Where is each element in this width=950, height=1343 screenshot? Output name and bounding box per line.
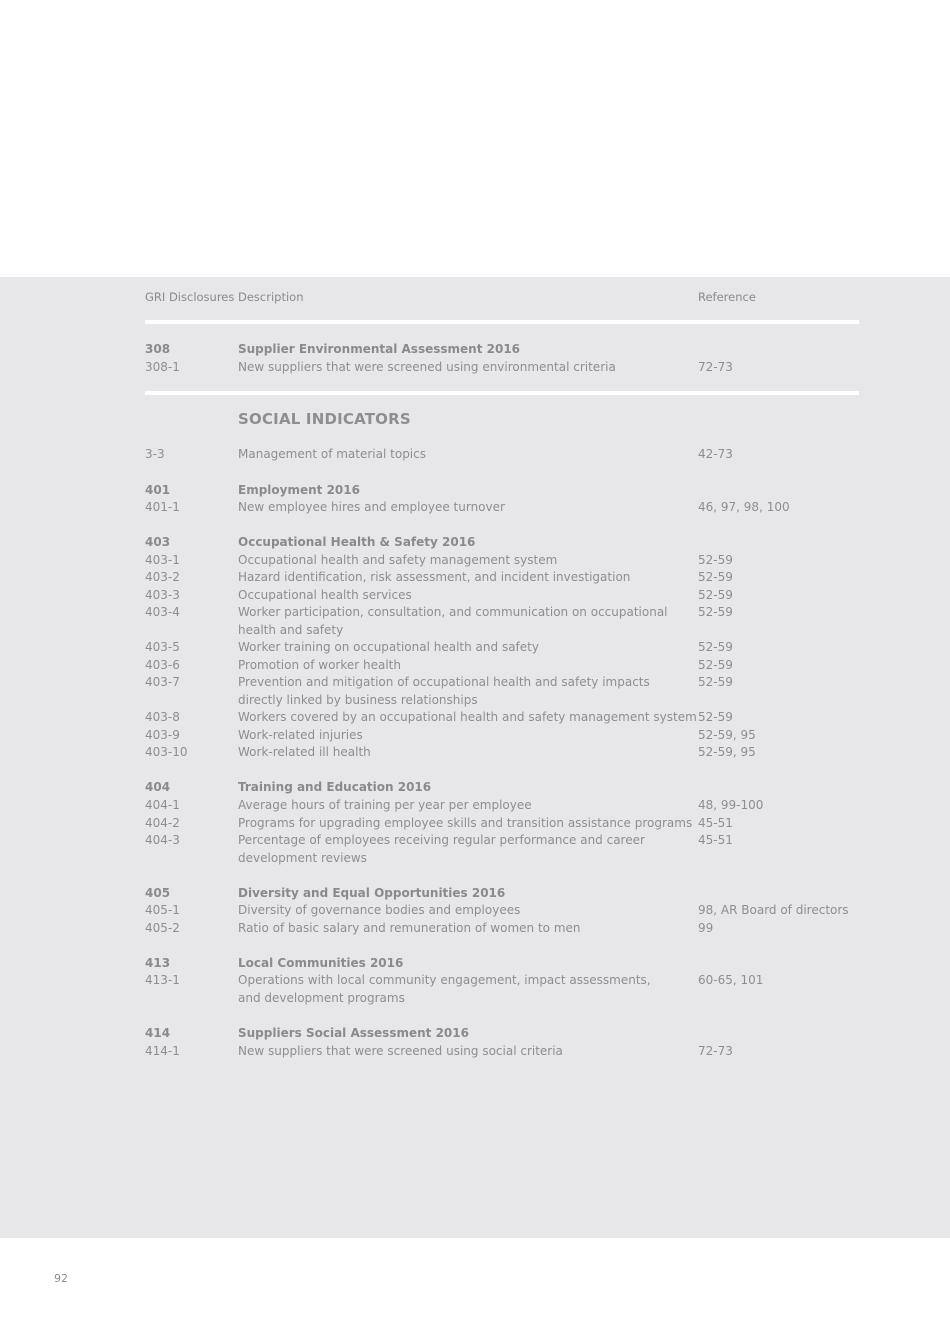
disclosure-description: Worker participation, consultation, and communication on occupational health and safety: [238, 605, 668, 637]
disclosure-reference: 52-59: [698, 570, 733, 584]
header-reference: Reference: [698, 290, 756, 304]
disclosure-reference: 45-51: [698, 816, 733, 830]
disclosure-description: Worker training on occupational health and safety: [238, 640, 539, 654]
group-code: 414: [145, 1026, 171, 1040]
disclosure-code: 403-2: [145, 570, 180, 584]
disclosure-code: 3-3: [145, 447, 165, 461]
disclosure-reference: 52-59: [698, 710, 733, 724]
disclosure-description: Operations with local community engagement, impact assessments, and development programs: [238, 973, 651, 1005]
disclosure-code: 403-8: [145, 710, 180, 724]
disclosure-code: 403-9: [145, 728, 180, 742]
disclosure-reference: 99: [698, 921, 714, 935]
disclosure-reference: 52-59, 95: [698, 728, 756, 742]
disclosure-description: New employee hires and employee turnover: [238, 500, 505, 514]
disclosure-reference: 60-65, 101: [698, 973, 764, 987]
disclosure-description: Ratio of basic salary and remuneration of women to men: [238, 921, 581, 935]
disclosure-reference: 52-59: [698, 605, 733, 619]
disclosure-description: Average hours of training per year per employee: [238, 798, 532, 812]
page-number: 92: [54, 1272, 68, 1285]
group-code: 308: [145, 342, 171, 356]
disclosure-code: 404-3: [145, 833, 180, 847]
disclosure-description: Work-related ill health: [238, 745, 371, 759]
disclosure-reference: 45-51: [698, 833, 733, 847]
group-title: Training and Education 2016: [238, 780, 432, 794]
disclosure-reference: 48, 99-100: [698, 798, 764, 812]
disclosure-code: 405-2: [145, 921, 180, 935]
disclosure-description: Management of material topics: [238, 447, 426, 461]
disclosure-code: 404-1: [145, 798, 180, 812]
disclosure-description: Occupational health services: [238, 588, 412, 602]
disclosure-reference: 52-59: [698, 658, 733, 672]
disclosure-reference: 72-73: [698, 1044, 733, 1058]
header-gri-disclosures: GRI Disclosures: [145, 290, 235, 304]
disclosure-description: Programs for upgrading employee skills and transition assistance programs: [238, 816, 693, 830]
disclosure-reference: 52-59: [698, 588, 733, 602]
disclosure-description: Prevention and mitigation of occupational health and safety impacts directly linked by business relationships: [238, 675, 650, 707]
disclosure-reference: 98, AR Board of directors: [698, 903, 849, 917]
group-code: 405: [145, 886, 171, 900]
disclosure-code: 403-10: [145, 745, 188, 759]
section-title: SOCIAL INDICATORS: [238, 410, 411, 428]
disclosure-code: 403-5: [145, 640, 180, 654]
group-code: 404: [145, 780, 171, 794]
disclosure-description: Occupational health and safety management system: [238, 553, 558, 567]
group-code: 401: [145, 483, 171, 497]
disclosure-code: 403-6: [145, 658, 180, 672]
disclosure-code: 413-1: [145, 973, 180, 987]
disclosure-code: 403-3: [145, 588, 180, 602]
disclosure-reference: 52-59: [698, 553, 733, 567]
group-title: Suppliers Social Assessment 2016: [238, 1026, 469, 1040]
disclosure-code: 403-7: [145, 675, 180, 689]
group-title: Local Communities 2016: [238, 956, 404, 970]
disclosure-description: New suppliers that were screened using environmental criteria: [238, 360, 616, 374]
disclosure-description: New suppliers that were screened using social criteria: [238, 1044, 563, 1058]
disclosure-reference: 42-73: [698, 447, 733, 461]
disclosure-reference: 52-59: [698, 675, 733, 689]
group-title: Diversity and Equal Opportunities 2016: [238, 886, 506, 900]
disclosure-code: 405-1: [145, 903, 180, 917]
disclosure-description: Percentage of employees receiving regular performance and career development reviews: [238, 833, 645, 865]
disclosure-code: 308-1: [145, 360, 180, 374]
disclosure-description: Work-related injuries: [238, 728, 363, 742]
section-divider: [145, 391, 859, 395]
group-title: Supplier Environmental Assessment 2016: [238, 342, 521, 356]
disclosure-code: 401-1: [145, 500, 180, 514]
group-code: 413: [145, 956, 171, 970]
header-divider: [145, 320, 859, 324]
disclosure-description: Workers covered by an occupational health and safety management system: [238, 710, 697, 724]
disclosure-reference: 46, 97, 98, 100: [698, 500, 790, 514]
header-description: Description: [238, 290, 304, 304]
disclosure-description: Diversity of governance bodies and employees: [238, 903, 521, 917]
disclosure-reference: 72-73: [698, 360, 733, 374]
disclosure-description: Promotion of worker health: [238, 658, 401, 672]
disclosure-code: 403-1: [145, 553, 180, 567]
disclosure-code: 403-4: [145, 605, 180, 619]
disclosure-description: Hazard identification, risk assessment, and incident investigation: [238, 570, 631, 584]
disclosure-reference: 52-59: [698, 640, 733, 654]
group-title: Occupational Health & Safety 2016: [238, 535, 476, 549]
gri-table-panel: [0, 277, 950, 1238]
group-title: Employment 2016: [238, 483, 360, 497]
disclosure-reference: 52-59, 95: [698, 745, 756, 759]
disclosure-code: 414-1: [145, 1044, 180, 1058]
group-code: 403: [145, 535, 171, 549]
disclosure-code: 404-2: [145, 816, 180, 830]
